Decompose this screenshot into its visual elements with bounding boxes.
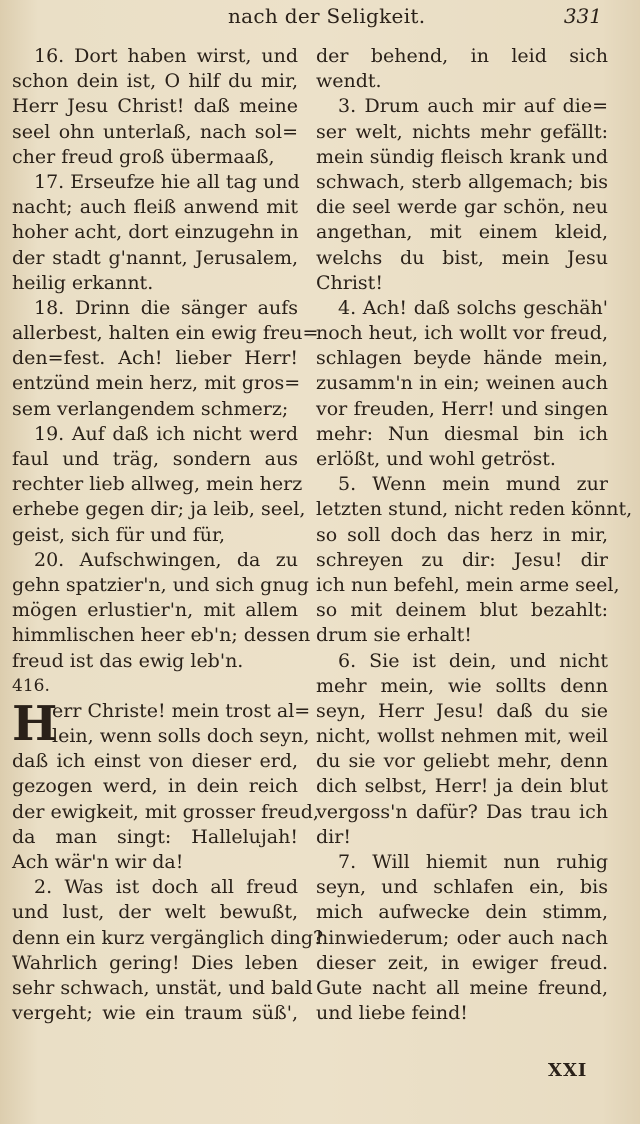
text-line: entzünd mein herz, mit gros= [12, 372, 301, 395]
text-line: daß ich einst von dieser erd, [12, 750, 298, 773]
text-line: wendt. [316, 70, 382, 93]
text-line: vor freuden, Herr! und singen [316, 397, 608, 420]
text-line: rechter lieb allweg, mein herz [12, 473, 303, 496]
text-line: gehn spatzier'n, und sich gnug [12, 573, 309, 596]
text-line: heilig erkannt. [12, 271, 154, 294]
catchword: XXI [548, 1060, 588, 1081]
page-number: 331 [563, 4, 602, 28]
text-line: cher freud groß übermaaß, [12, 145, 275, 168]
running-title: nach der Seligkeit. [228, 4, 426, 28]
text-line: dieser zeit, in ewiger freud. [316, 951, 608, 974]
text-line: himmlischen heer eb'n; dessen [12, 624, 311, 647]
text-line: dich selbst, Herr! ja dein blut [316, 775, 608, 798]
text-line: sem verlangendem schmerz; [12, 397, 289, 420]
text-line: du sie vor geliebt mehr, denn [316, 750, 608, 773]
text-line: der stadt g'nannt, Jerusalem, [12, 246, 298, 269]
text-line: 16. Dort haben wirst, und [34, 45, 298, 67]
right-column [316, 44, 633, 1026]
text-line: 3. Drum auch mir auf die= [338, 95, 608, 118]
text-line: Herr Jesu Christ! daß meine [12, 95, 298, 118]
text-line: letzten stund, nicht reden könnt, [316, 498, 633, 521]
text-line: ich nun befehl, mein arme seel, [316, 573, 620, 596]
text-line: seel ohn unterlaß, nach sol= [12, 120, 298, 143]
text-line: Wahrlich gering! Dies leben [12, 951, 298, 974]
text-line: zusamm'n in ein; weinen auch [316, 372, 608, 395]
text-line: 19. Auf daß ich nicht werd [34, 422, 298, 445]
text-line: hinwiederum; oder auch nach [316, 926, 608, 949]
text-line: mehr mein, wie sollts denn [316, 674, 608, 697]
text-line: erlößt, und wohl getröst. [316, 448, 556, 470]
text-line: gezogen werd, in dein reich [12, 775, 298, 798]
text-line: angethan, mit einem kleid, [316, 221, 608, 244]
text-line: seyn, und schlafen ein, bis [316, 876, 608, 899]
text-line: 5. Wenn mein mund zur [338, 473, 608, 496]
text-line: 20. Aufschwingen, da zu [34, 548, 298, 571]
text-line: 2. Was ist doch all freud [34, 876, 298, 899]
text-line: den=fest. Ach! lieber Herr! [12, 347, 298, 370]
text-line: seyn, Herr Jesu! daß du sie [316, 699, 608, 722]
text-line: der behend, in leid sich [316, 45, 608, 67]
text-line: 17. Erseufze hie all tag und [34, 170, 300, 193]
text-line: vergeht; wie ein traum süß', [12, 1002, 298, 1025]
text-line: 7. Will hiemit nun ruhig [338, 851, 608, 873]
text-line: denn ein kurz vergänglich ding? [12, 926, 324, 949]
text-line: hoher acht, dort einzugehn in [12, 221, 299, 244]
text-line: schreyen zu dir: Jesu! dir [316, 548, 608, 571]
text-line: nacht; auch fleiß anwend mit [12, 196, 298, 219]
text-line: geist, sich für und für, [12, 523, 226, 546]
left-column [12, 44, 324, 1026]
text-line: schwach, sterb allgemach; bis [316, 170, 608, 193]
text-line: da man singt: Hallelujah! [12, 825, 298, 848]
text-line: mein sündig fleisch krank und [316, 145, 608, 168]
text-line: allerbest, halten ein ewig freu= [12, 322, 319, 345]
text-line: der ewigkeit, mit grosser freud, [12, 800, 319, 823]
text-line: 18. Drinn die sänger aufs [34, 296, 298, 319]
text-line: so mit deinem blut bezahlt: [316, 599, 608, 622]
text-line: mich aufwecke dein stimm, [316, 901, 608, 924]
text-line: dir! [316, 825, 351, 848]
text-line: Christ! [316, 271, 383, 294]
text-line: und lust, der welt bewußt, [12, 901, 298, 924]
text-line: Gute nacht all meine freund, [316, 976, 608, 999]
text-line: freud ist das ewig leb'n. [12, 649, 244, 672]
text-line: faul und träg, sondern aus [12, 448, 298, 470]
text-line: vergoss'n dafür? Das trau ich [316, 800, 608, 823]
text-line-content: err Christe! mein trost al= [52, 699, 311, 722]
text-line: die seel werde gar schön, neu [316, 196, 608, 219]
text-line: schon dein ist, O hilf du mir, [12, 70, 298, 93]
text-line: Ach wär'n wir da! [12, 851, 184, 873]
text-line: 6. Sie ist dein, und nicht [338, 649, 608, 672]
text-line: mehr: Nun diesmal bin ich [316, 422, 608, 445]
text-line: erhebe gegen dir; ja leib, seel, [12, 498, 306, 521]
hymn-number: 416. [12, 675, 50, 696]
text-line: nicht, wollst nehmen mit, weil [316, 725, 608, 748]
text-line: lein, wenn solls doch seyn, [52, 725, 310, 748]
text-line: und liebe feind! [316, 1002, 468, 1025]
text-line: 4. Ach! daß solchs geschäh' [338, 296, 608, 319]
page-header [0, 2, 640, 32]
text-line: drum sie erhalt! [316, 624, 472, 647]
text-line: ser welt, nichts mehr gefällt: [316, 120, 608, 143]
text-line: noch heut, ich wollt vor freud, [316, 322, 608, 345]
text-line: sehr schwach, unstät, und bald [12, 976, 313, 999]
text-line: schlagen beyde hände mein, [316, 347, 608, 370]
text-line: so soll doch das herz in mir, [316, 523, 608, 546]
text-line: mögen erlustier'n, mit allem [12, 599, 298, 622]
text-line: welchs du bist, mein Jesu [316, 246, 608, 269]
drop-cap: H [12, 695, 58, 752]
